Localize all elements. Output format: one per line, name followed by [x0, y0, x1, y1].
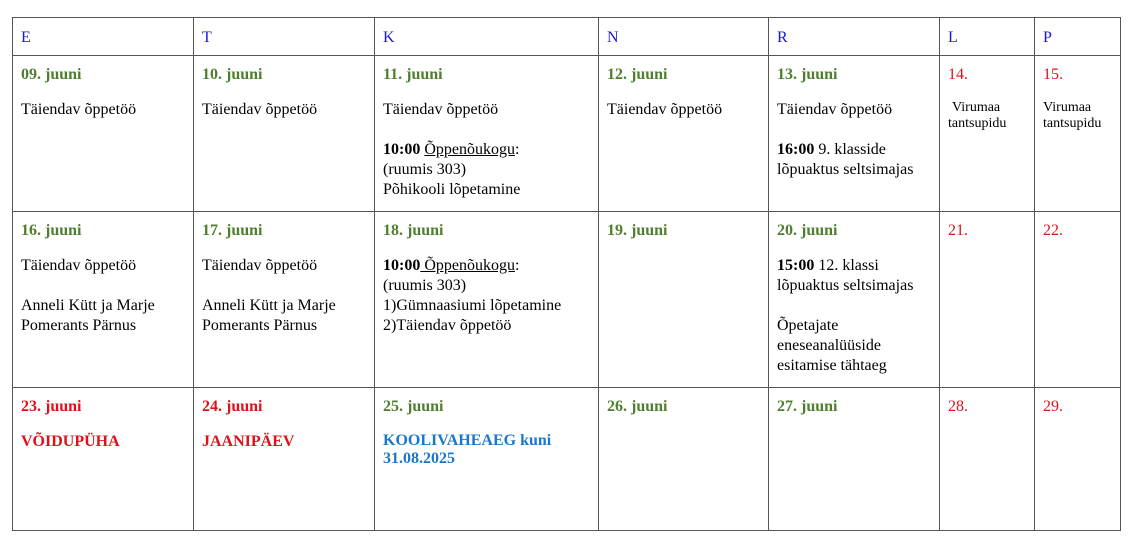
day-date: 19. juuni — [607, 222, 668, 239]
day-cell — [940, 56, 1035, 212]
day-note: Täiendav õppetöö — [21, 257, 137, 274]
day-date: 25. juuni — [383, 398, 444, 415]
day-cell — [940, 388, 1035, 531]
event-title: Õppenõukogu — [424, 141, 515, 158]
day-cell — [1035, 56, 1121, 212]
header-saturday: L — [940, 18, 1035, 56]
header-monday: E — [13, 18, 194, 56]
day-cell — [194, 56, 375, 212]
week-row-2 — [13, 212, 1121, 388]
day-date: 29. — [1043, 398, 1063, 415]
event-line: 10:00 Õppenõukogu: — [383, 257, 520, 274]
day-names-2: Pomerants Pärnus — [21, 317, 137, 334]
event-line-2: lõpuaktus seltsimajas — [777, 161, 914, 178]
day-cell — [194, 388, 375, 531]
event-line: 15:00 12. klassi — [777, 257, 879, 274]
day-cell — [375, 56, 599, 212]
header-wednesday: K — [375, 18, 599, 56]
day-cell — [13, 56, 194, 212]
day-date: 22. — [1043, 222, 1063, 239]
day-date: 12. juuni — [607, 66, 668, 83]
day-cell — [940, 212, 1035, 388]
day-date: 16. juuni — [21, 222, 82, 239]
day-date: 27. juuni — [777, 398, 838, 415]
day-cell — [599, 56, 769, 212]
weekday-header-row — [13, 18, 1121, 56]
day-date: 13. juuni — [777, 66, 838, 83]
day-cell — [1035, 212, 1121, 388]
day-date: 20. juuni — [777, 222, 838, 239]
day-cell — [375, 388, 599, 531]
day-names-2: Pomerants Pärnus — [202, 317, 318, 334]
day-cell — [599, 388, 769, 531]
day-date: 21. — [948, 222, 968, 239]
event-item-1: 1)Gümnaasiumi lõpetamine — [383, 297, 562, 314]
day-date: 11. juuni — [383, 66, 443, 83]
header-friday: R — [769, 18, 940, 56]
deadline-note-3: esitamise tähtaeg — [777, 357, 887, 374]
event-line-2: lõpuaktus seltsimajas — [777, 277, 914, 294]
day-cell — [769, 388, 940, 531]
deadline-note-2: eneseanalüüside — [777, 337, 881, 354]
day-note-2: tantsupidu — [948, 116, 1007, 131]
day-cell — [769, 56, 940, 212]
event-title: Õppenõukogu — [420, 257, 515, 274]
day-date: 15. — [1043, 66, 1063, 83]
day-date: 10. juuni — [202, 66, 263, 83]
day-date: 09. juuni — [21, 66, 82, 83]
event-item-2: 2)Täiendav õppetöö — [383, 317, 512, 334]
day-names: Anneli Kütt ja Marje — [202, 297, 336, 314]
day-note: Täiendav õppetöö — [202, 257, 318, 274]
day-note: Virumaa — [952, 100, 1001, 115]
header-sunday: P — [1035, 18, 1121, 56]
day-cell — [13, 388, 194, 531]
day-note: Täiendav õppetöö — [21, 101, 137, 118]
day-cell — [599, 212, 769, 388]
event-line: 16:00 9. klasside — [777, 141, 886, 158]
day-date: 26. juuni — [607, 398, 668, 415]
day-cell — [194, 212, 375, 388]
day-names: Anneli Kütt ja Marje — [21, 297, 155, 314]
calendar-table — [12, 17, 1121, 531]
day-note: Täiendav õppetöö — [607, 101, 723, 118]
day-cell — [13, 212, 194, 388]
event-room: (ruumis 303) — [383, 277, 467, 294]
day-note: Täiendav õppetöö — [777, 101, 893, 118]
day-cell — [1035, 388, 1121, 531]
day-note: Täiendav õppetöö — [202, 101, 318, 118]
day-note: Virumaa — [1043, 100, 1092, 115]
day-date: 23. juuni — [21, 398, 82, 415]
day-note-2: tantsupidu — [1043, 116, 1102, 131]
day-date: 17. juuni — [202, 222, 263, 239]
week-row-3 — [13, 388, 1121, 531]
day-cell — [769, 212, 940, 388]
event-line: 10:00 Õppenõukogu: — [383, 141, 520, 158]
day-date: 24. juuni — [202, 398, 263, 415]
day-cell — [375, 212, 599, 388]
deadline-note: Õpetajate — [777, 317, 839, 334]
event-agenda: Põhikooli lõpetamine — [383, 181, 521, 198]
day-date: 14. — [948, 66, 968, 83]
header-thursday: N — [599, 18, 769, 56]
vacation-label: KOOLIVAHEAEG kuni — [383, 432, 552, 449]
event-room: (ruumis 303) — [383, 161, 467, 178]
vacation-end-date: 31.08.2025 — [383, 450, 455, 467]
day-date: 18. juuni — [383, 222, 444, 239]
day-date: 28. — [948, 398, 968, 415]
header-tuesday: T — [194, 18, 375, 56]
week-row-1 — [13, 56, 1121, 212]
holiday-label: VÕIDUPÜHA — [21, 433, 120, 450]
holiday-label: JAANIPÄEV — [202, 433, 295, 450]
day-note: Täiendav õppetöö — [383, 101, 499, 118]
